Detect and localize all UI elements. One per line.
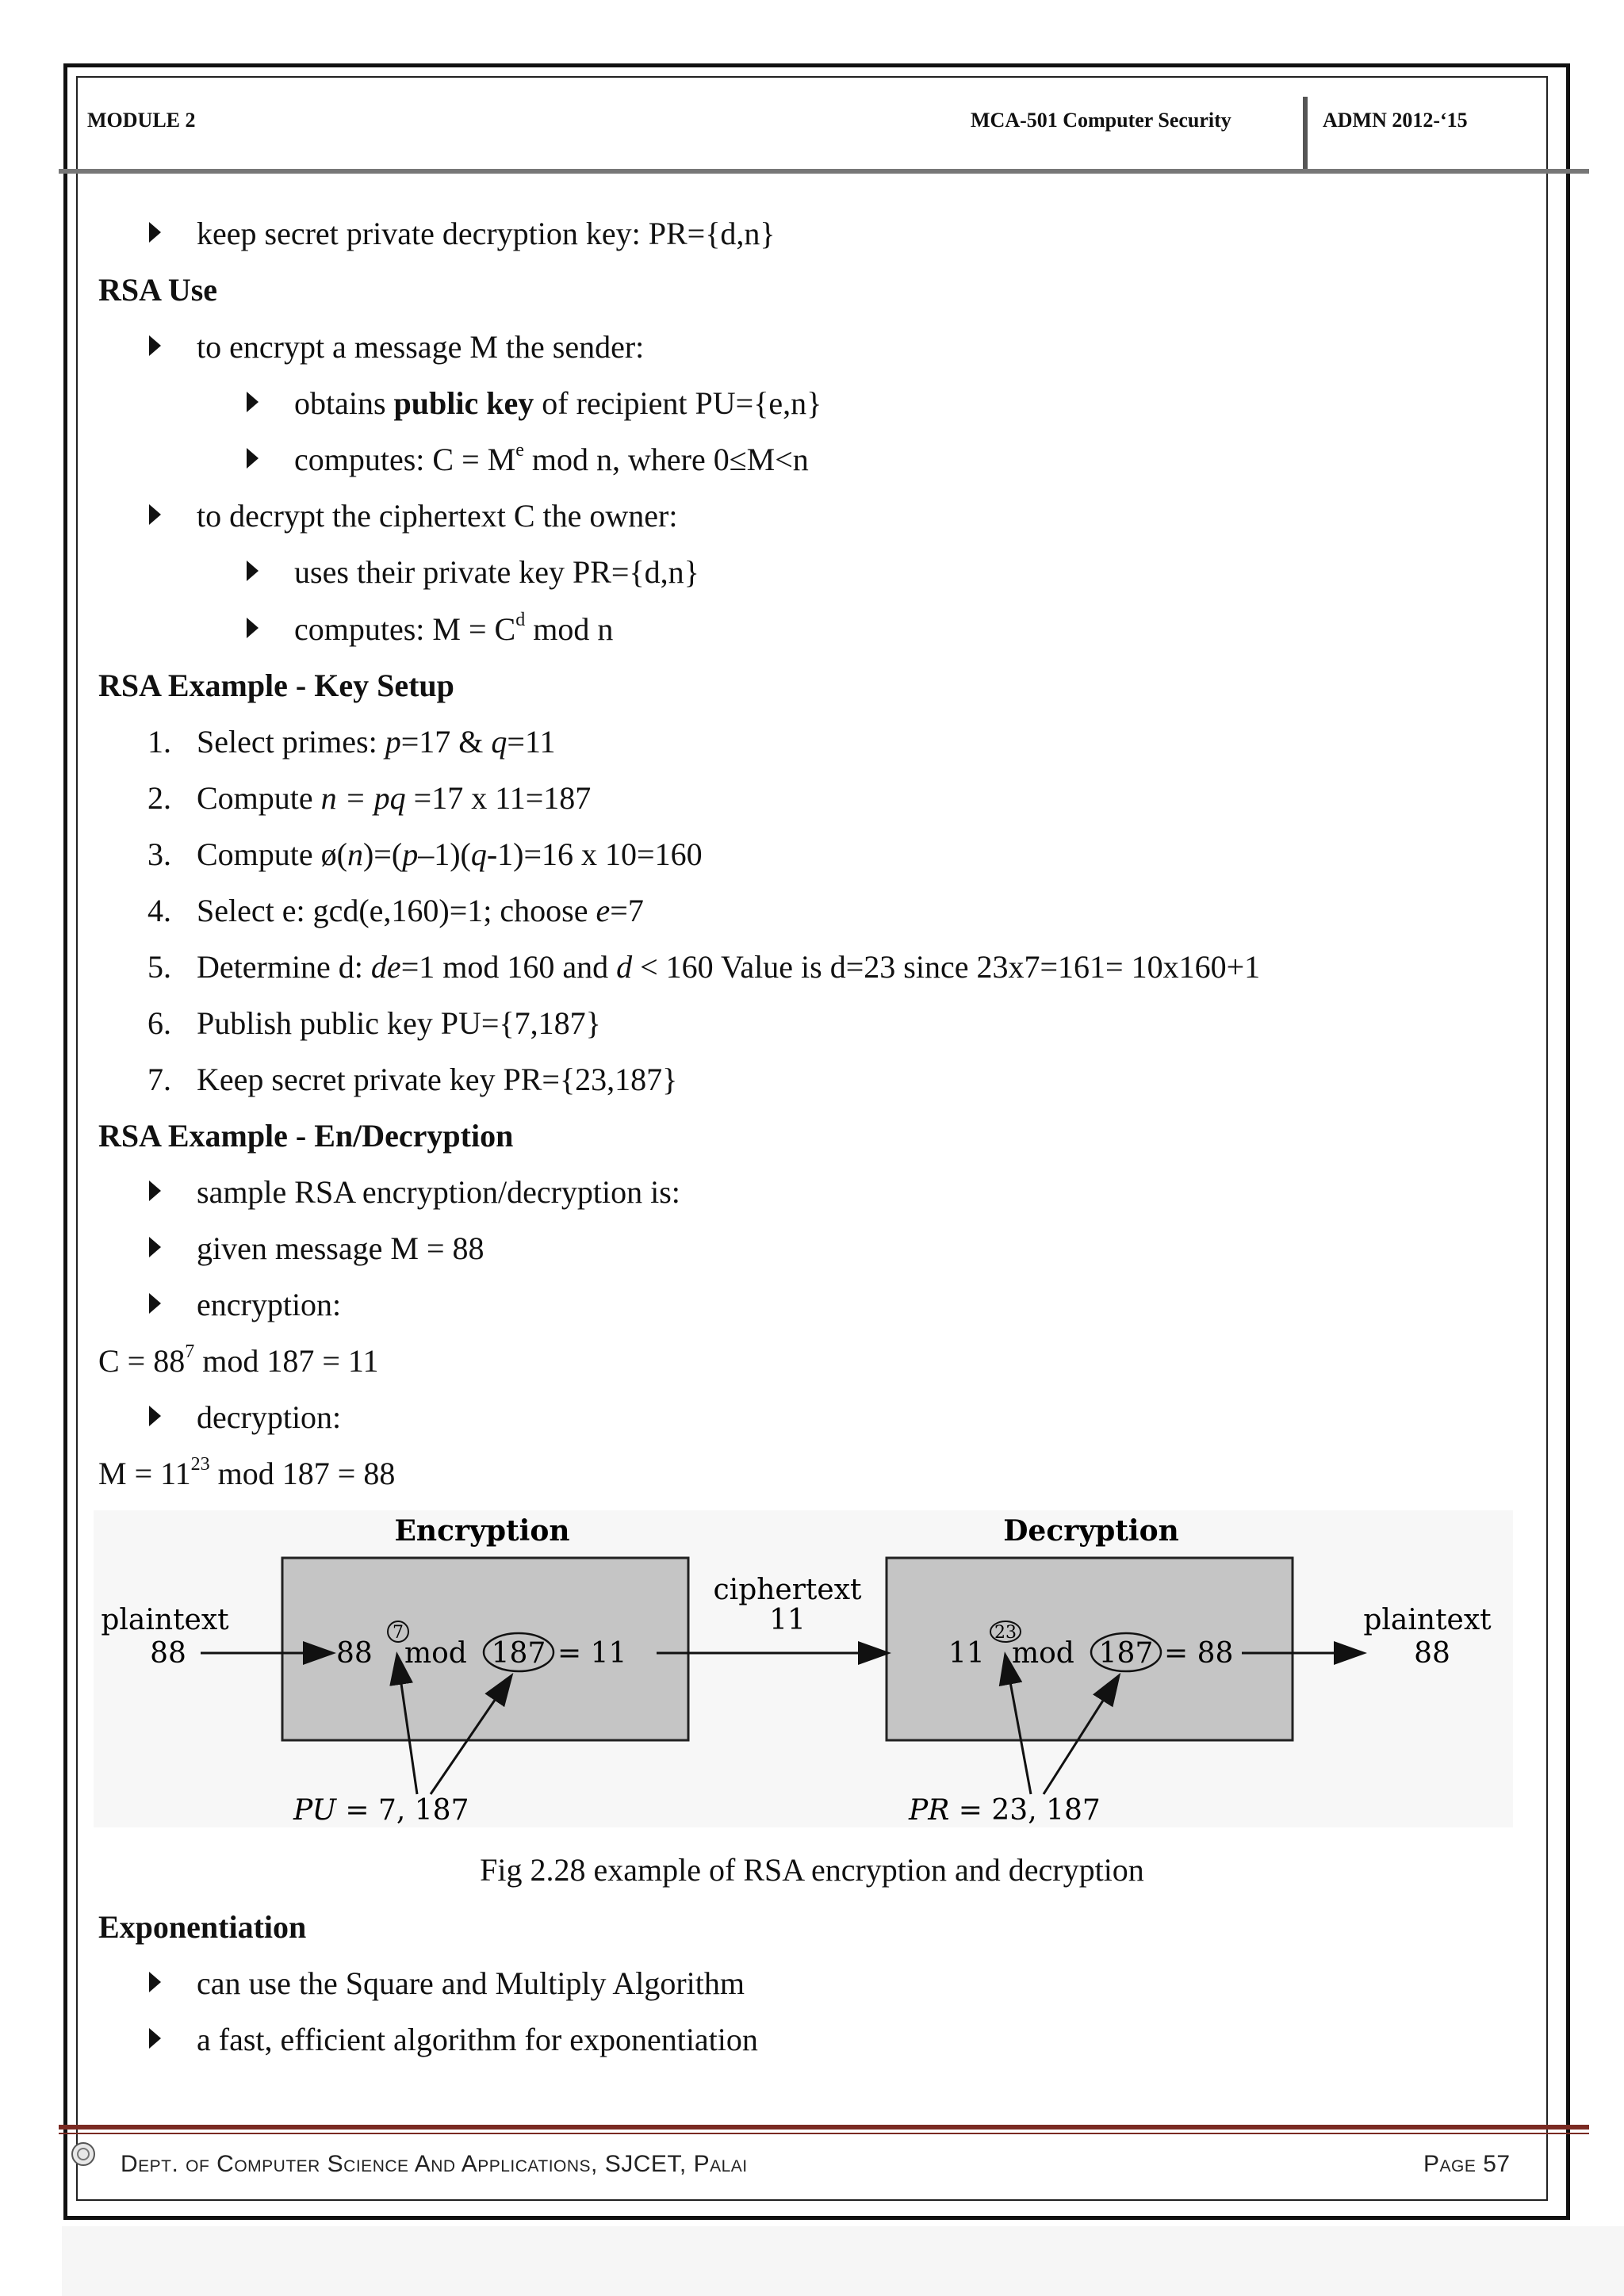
bullet-icon: [149, 335, 161, 356]
step-7-text: Keep secret private key PR={23,187}: [197, 1062, 678, 1097]
encryption-title: Encryption: [394, 1514, 570, 1548]
bullet-icon: [247, 561, 259, 581]
bullet-icon: [149, 1181, 161, 1201]
step-number: 3.: [147, 836, 171, 872]
step-number: 5.: [147, 949, 171, 985]
heading-endecryption: RSA Example - En/Decryption: [98, 1118, 514, 1154]
rsa-diagram: [94, 1510, 1513, 1827]
step-5-text: Determine d: de=1 mod 160 and d < 160 Value is d=23 since 23x7=161= 10x160+1: [197, 949, 1261, 985]
dec-result: = 88: [1164, 1637, 1234, 1670]
text-sample: sample RSA encryption/decryption is:: [197, 1174, 680, 1210]
step-4-text: Select e: gcd(e,160)=1; choose e=7: [197, 893, 644, 928]
text-computes-c: computes: $C = M^e$ mod n, where 0≤M<n: [294, 440, 809, 477]
bullet-icon: [149, 222, 161, 243]
header-admn: ADMN 2012-‘15: [1323, 109, 1468, 132]
text-encrypt-sender: to encrypt a message M the sender:: [197, 329, 645, 365]
enc-mod-word: mod: [404, 1637, 467, 1670]
bullet-icon: [149, 2028, 161, 2049]
header-separator: [1303, 97, 1308, 170]
text-fast-algorithm: a fast, efficient algorithm for exponentiation: [197, 2022, 758, 2057]
dec-modulus: 187: [1098, 1637, 1154, 1670]
text-decrypt-owner: to decrypt the ciphertext C the owner:: [197, 498, 678, 534]
bullet-icon: [149, 1972, 161, 1992]
footer-rule: [59, 2125, 1589, 2130]
heading-exponentiation: Exponentiation: [98, 1909, 307, 1945]
footer-rule-thin: [59, 2133, 1589, 2134]
text-given-message: given message M = 88: [197, 1230, 485, 1266]
text-encryption: encryption:: [197, 1287, 342, 1322]
heading-rsa-use: RSA Use: [98, 272, 218, 308]
dec-base: 11: [948, 1637, 985, 1670]
figure-caption: Fig 2.28 example of RSA encryption and decryption: [480, 1852, 1144, 1888]
text-decryption: decryption:: [197, 1399, 342, 1435]
step-1-text: Select primes: p=17 & q=11: [197, 724, 556, 760]
step-number: 2.: [147, 780, 171, 816]
bottom-background: [62, 2226, 1624, 2296]
step-6-text: Publish public key PU={7,187}: [197, 1005, 601, 1041]
header-rule: [59, 169, 1589, 174]
dec-mod-word: mod: [1012, 1637, 1074, 1670]
college-logo-icon: [70, 2141, 97, 2168]
text-uses-private-key: uses their private key PR={d,n}: [294, 554, 699, 590]
plaintext-out-label: plaintext: [1363, 1604, 1492, 1636]
step-number: 4.: [147, 893, 171, 928]
enc-base: 88: [336, 1637, 373, 1670]
text-square-multiply: can use the Square and Multiply Algorithm: [197, 1965, 745, 2001]
step-number: 7.: [147, 1062, 171, 1097]
bullet-icon: [149, 1237, 161, 1257]
header-course: MCA-501 Computer Security: [971, 109, 1231, 132]
footer-department: Dept. of Computer Science And Applications, SJCET, Palai: [121, 2151, 748, 2177]
heading-key-setup: RSA Example - Key Setup: [98, 668, 454, 703]
text-keep-secret: keep secret private decryption key: PR={d,n}: [197, 216, 776, 251]
equation-decryption: $M = 11^{23}$ mod 187 = 88: [98, 1454, 396, 1491]
plaintext-in-label: plaintext: [101, 1604, 229, 1636]
bullet-icon: [149, 504, 161, 525]
bullet-icon: [247, 392, 259, 412]
step-3-text: Compute ø(n)=(p–1)(q-1)=16 x 10=160: [197, 836, 703, 872]
bullet-icon: [149, 1406, 161, 1426]
enc-exp: 7: [393, 1623, 404, 1643]
step-2-text: Compute n = pq =17 x 11=187: [197, 780, 592, 816]
step-number: 1.: [147, 724, 171, 760]
header-module: MODULE 2: [87, 109, 196, 132]
equation-encryption: $C = 88^7$ mod 187 = 11: [98, 1341, 379, 1379]
dec-exp: 23: [994, 1623, 1017, 1643]
pu-caption: PU = 7, 187: [293, 1794, 469, 1827]
enc-modulus: 187: [491, 1637, 546, 1670]
plaintext-in-value: 88: [150, 1637, 186, 1670]
plaintext-out-value: 88: [1414, 1637, 1450, 1670]
bullet-icon: [247, 448, 259, 469]
ciphertext-value: 11: [769, 1604, 806, 1636]
pr-caption: PR = 23, 187: [909, 1794, 1101, 1827]
decryption-title: Decryption: [1003, 1514, 1179, 1548]
bullet-icon: [149, 1293, 161, 1314]
ciphertext-label: ciphertext: [713, 1574, 862, 1606]
bullet-icon: [247, 618, 259, 638]
enc-result: = 11: [557, 1637, 627, 1670]
text-computes-m: computes: $M = C^d$ mod n: [294, 610, 614, 647]
text-obtains-public-key: obtains public key of recipient PU={e,n}: [294, 385, 822, 421]
footer-page-number: Page 57: [1423, 2151, 1511, 2177]
step-number: 6.: [147, 1005, 171, 1041]
